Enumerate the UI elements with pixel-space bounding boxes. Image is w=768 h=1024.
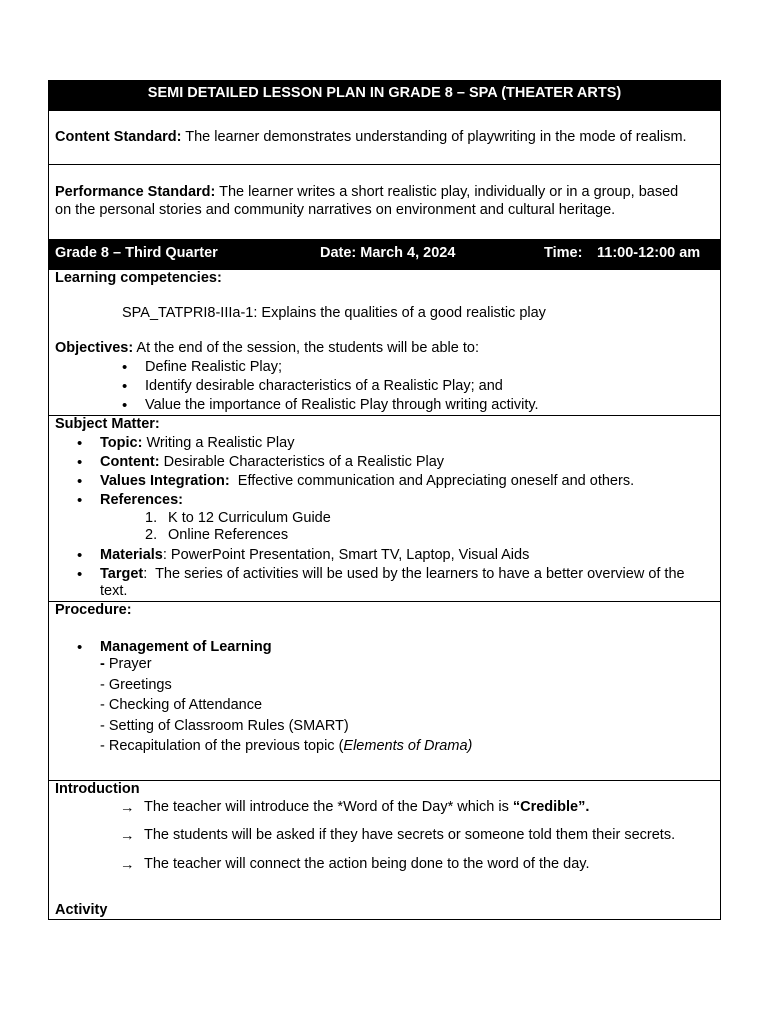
- objectives-label: Objectives:: [55, 340, 134, 356]
- objective-item: Identify desirable characteristics of a Realistic Play; and: [145, 378, 503, 394]
- grade-quarter: Grade 8 – Third Quarter: [55, 245, 218, 261]
- topic-text: Writing a Realistic Play: [142, 435, 295, 451]
- competencies-label: Learning competencies:: [55, 270, 222, 286]
- bullet-icon: •: [122, 378, 128, 395]
- content-standard-row: [49, 110, 720, 164]
- objective-item: Define Realistic Play;: [145, 359, 282, 375]
- reference-number: 1.: [145, 510, 158, 526]
- procedure-item: - Setting of Classroom Rules (SMART): [100, 718, 349, 734]
- bullet-icon: •: [77, 454, 83, 471]
- word-of-day: “Credible”.: [512, 799, 590, 815]
- content-label: Content:: [100, 454, 160, 470]
- dash-marker: -: [100, 656, 109, 672]
- lesson-plan-title: [49, 81, 720, 110]
- subject-matter-row: [49, 415, 720, 601]
- bullet-icon: •: [77, 566, 83, 583]
- arrow-icon: →: [120, 857, 135, 873]
- procedure-label: Procedure:: [55, 602, 132, 618]
- content-standard-label: Content Standard:: [55, 129, 182, 145]
- target-text-1: : The series of activities will be used by the learners to have a better overview of the: [143, 566, 685, 582]
- intro-item-2: The students will be asked if they have secrets or someone told them their secrets.: [144, 827, 676, 843]
- materials-label: Materials: [100, 547, 163, 563]
- title-text: SEMI DETAILED LESSON PLAN IN GRADE 8 – SPA (THEATER ARTS): [147, 85, 622, 101]
- subject-matter-label: Subject Matter:: [55, 416, 160, 432]
- content-text: Desirable Characteristics of a Realistic Play: [159, 454, 445, 470]
- performance-standard-text-2: on the personal stories and community narratives on environment and cultural heritage.: [55, 202, 616, 218]
- arrow-icon: →: [120, 828, 135, 844]
- procedure-row: [49, 601, 720, 780]
- bullet-icon: •: [77, 473, 83, 490]
- bullet-icon: •: [122, 359, 128, 376]
- bullet-icon: •: [77, 639, 83, 656]
- lesson-date: Date: March 4, 2024: [320, 245, 456, 261]
- arrow-icon: →: [120, 800, 135, 816]
- management-label: Management of Learning: [100, 639, 272, 655]
- time-label: Time:: [544, 245, 583, 261]
- procedure-item: - Checking of Attendance: [100, 697, 263, 713]
- intro-item-3: The teacher will connect the action being done to the word of the day.: [144, 856, 590, 872]
- references-label: References:: [100, 492, 184, 508]
- content-standard-text: The learner demonstrates understanding of playwriting in the mode of realism.: [181, 129, 687, 145]
- competency-code: SPA_TATPRI8-IIIa-1: Explains the qualities of a good realistic play: [122, 305, 546, 321]
- bullet-icon: •: [77, 435, 83, 452]
- introduction-row: [49, 780, 720, 919]
- procedure-item: Prayer: [108, 656, 152, 672]
- bullet-icon: •: [77, 492, 83, 509]
- target-text-2: text.: [100, 583, 128, 599]
- objectives-intro: At the end of the session, the students will be able to:: [133, 340, 479, 356]
- reference-number: 2.: [145, 527, 158, 543]
- recap-topic: Elements of Drama): [343, 738, 473, 754]
- procedure-item: - Greetings: [100, 677, 172, 693]
- topic-label: Topic:: [100, 435, 143, 451]
- info-bar: [49, 239, 720, 269]
- introduction-label: Introduction: [55, 781, 140, 797]
- values-label: Values Integration:: [100, 473, 230, 489]
- objective-item: Value the importance of Realistic Play through writing activity.: [145, 397, 539, 413]
- lesson-plan-table: [48, 80, 721, 920]
- materials-text: : PowerPoint Presentation, Smart TV, Laptop, Visual Aids: [162, 547, 530, 563]
- intro-item-1: The teacher will introduce the *Word of the Day* which is: [144, 799, 513, 815]
- reference-item: K to 12 Curriculum Guide: [168, 510, 331, 526]
- performance-standard-text-1: The learner writes a short realistic play, individually or in a group, based: [215, 184, 679, 200]
- reference-item: Online References: [168, 527, 289, 543]
- bullet-icon: •: [77, 547, 83, 564]
- activity-label: Activity: [55, 902, 108, 918]
- performance-standard-row: [49, 164, 720, 239]
- target-label: Target: [100, 566, 144, 582]
- performance-standard-label: Performance Standard:: [55, 184, 216, 200]
- competencies-objectives-row: [49, 269, 720, 415]
- values-text: Effective communication and Appreciating oneself and others.: [229, 473, 635, 489]
- bullet-icon: •: [122, 397, 128, 414]
- time-value: 11:00-12:00 am: [597, 245, 701, 261]
- recap-text: - Recapitulation of the previous topic (: [100, 738, 344, 754]
